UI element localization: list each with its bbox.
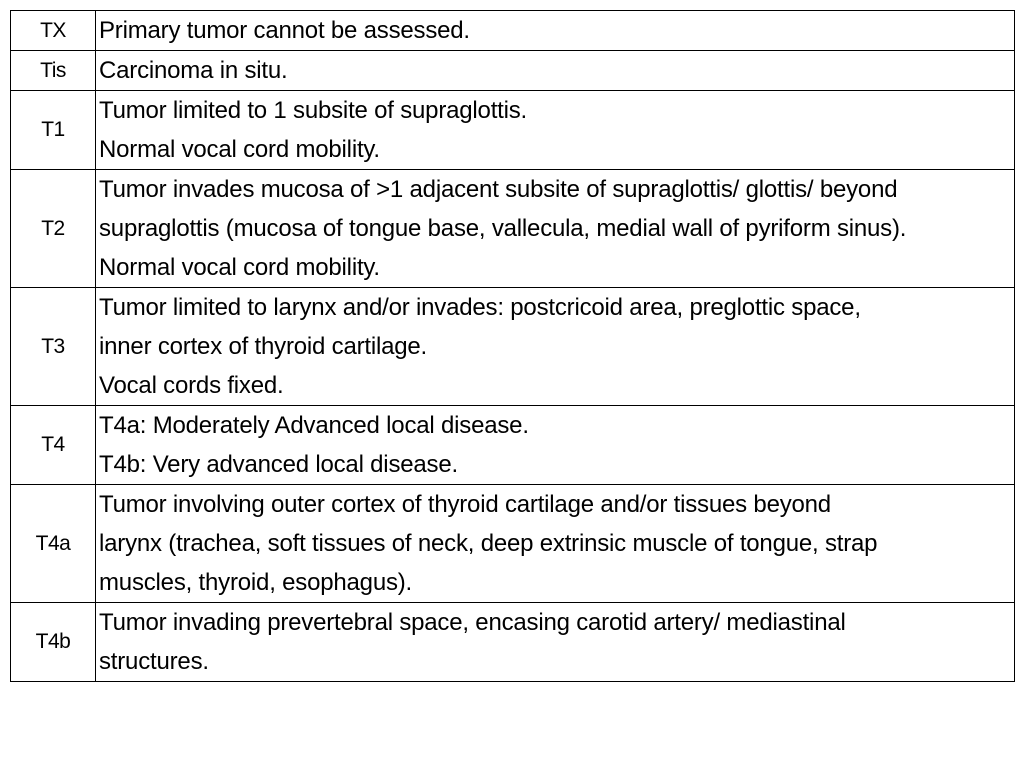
stage-cell: T4b (11, 603, 96, 682)
description-line: supraglottis (mucosa of tongue base, vallecula, medial wall of pyriform sinus). (99, 215, 907, 242)
description-cell (96, 603, 1015, 682)
description-cell (96, 11, 1015, 51)
table-row (11, 51, 1015, 91)
stage-cell: T2 (11, 170, 96, 288)
description-line: Primary tumor cannot be assessed. (99, 17, 470, 44)
description-line: Carcinoma in situ. (99, 57, 288, 84)
description-cell (96, 406, 1015, 485)
table-row (11, 603, 1015, 682)
table-row (11, 170, 1015, 288)
description-cell (96, 485, 1015, 603)
description-line: Tumor limited to larynx and/or invades: postcricoid area, preglottic space, (99, 294, 861, 321)
table-row (11, 406, 1015, 485)
table-row (11, 11, 1015, 51)
stage-cell: T4 (11, 406, 96, 485)
table-row (11, 91, 1015, 170)
description-line: inner cortex of thyroid cartilage. (99, 333, 428, 360)
description-line: Normal vocal cord mobility. (99, 136, 380, 163)
description-cell (96, 170, 1015, 288)
stage-cell: Tis (11, 51, 96, 91)
stage-cell: T4a (11, 485, 96, 603)
description-line: Normal vocal cord mobility. (99, 254, 380, 281)
description-line: Tumor invading prevertebral space, encasing carotid artery/ mediastinal (99, 609, 846, 636)
description-line: Tumor limited to 1 subsite of supraglottis. (99, 97, 528, 124)
description-line: Tumor invades mucosa of >1 adjacent subsite of supraglottis/ glottis/ beyond (99, 176, 898, 203)
stage-cell: T1 (11, 91, 96, 170)
description-line: T4b: Very advanced local disease. (99, 451, 458, 478)
description-line: larynx (trachea, soft tissues of neck, deep extrinsic muscle of tongue, strap (99, 530, 878, 557)
description-cell (96, 91, 1015, 170)
description-cell (96, 288, 1015, 406)
table-row (11, 288, 1015, 406)
description-cell (96, 51, 1015, 91)
description-line: Tumor involving outer cortex of thyroid cartilage and/or tissues beyond (99, 491, 831, 518)
staging-table (10, 10, 1015, 682)
description-line: muscles, thyroid, esophagus). (99, 569, 413, 596)
description-line: Vocal cords fixed. (99, 372, 284, 399)
description-line: structures. (99, 648, 209, 675)
stage-cell: TX (11, 11, 96, 51)
description-line: T4a: Moderately Advanced local disease. (99, 412, 529, 439)
table-row (11, 485, 1015, 603)
stage-cell: T3 (11, 288, 96, 406)
